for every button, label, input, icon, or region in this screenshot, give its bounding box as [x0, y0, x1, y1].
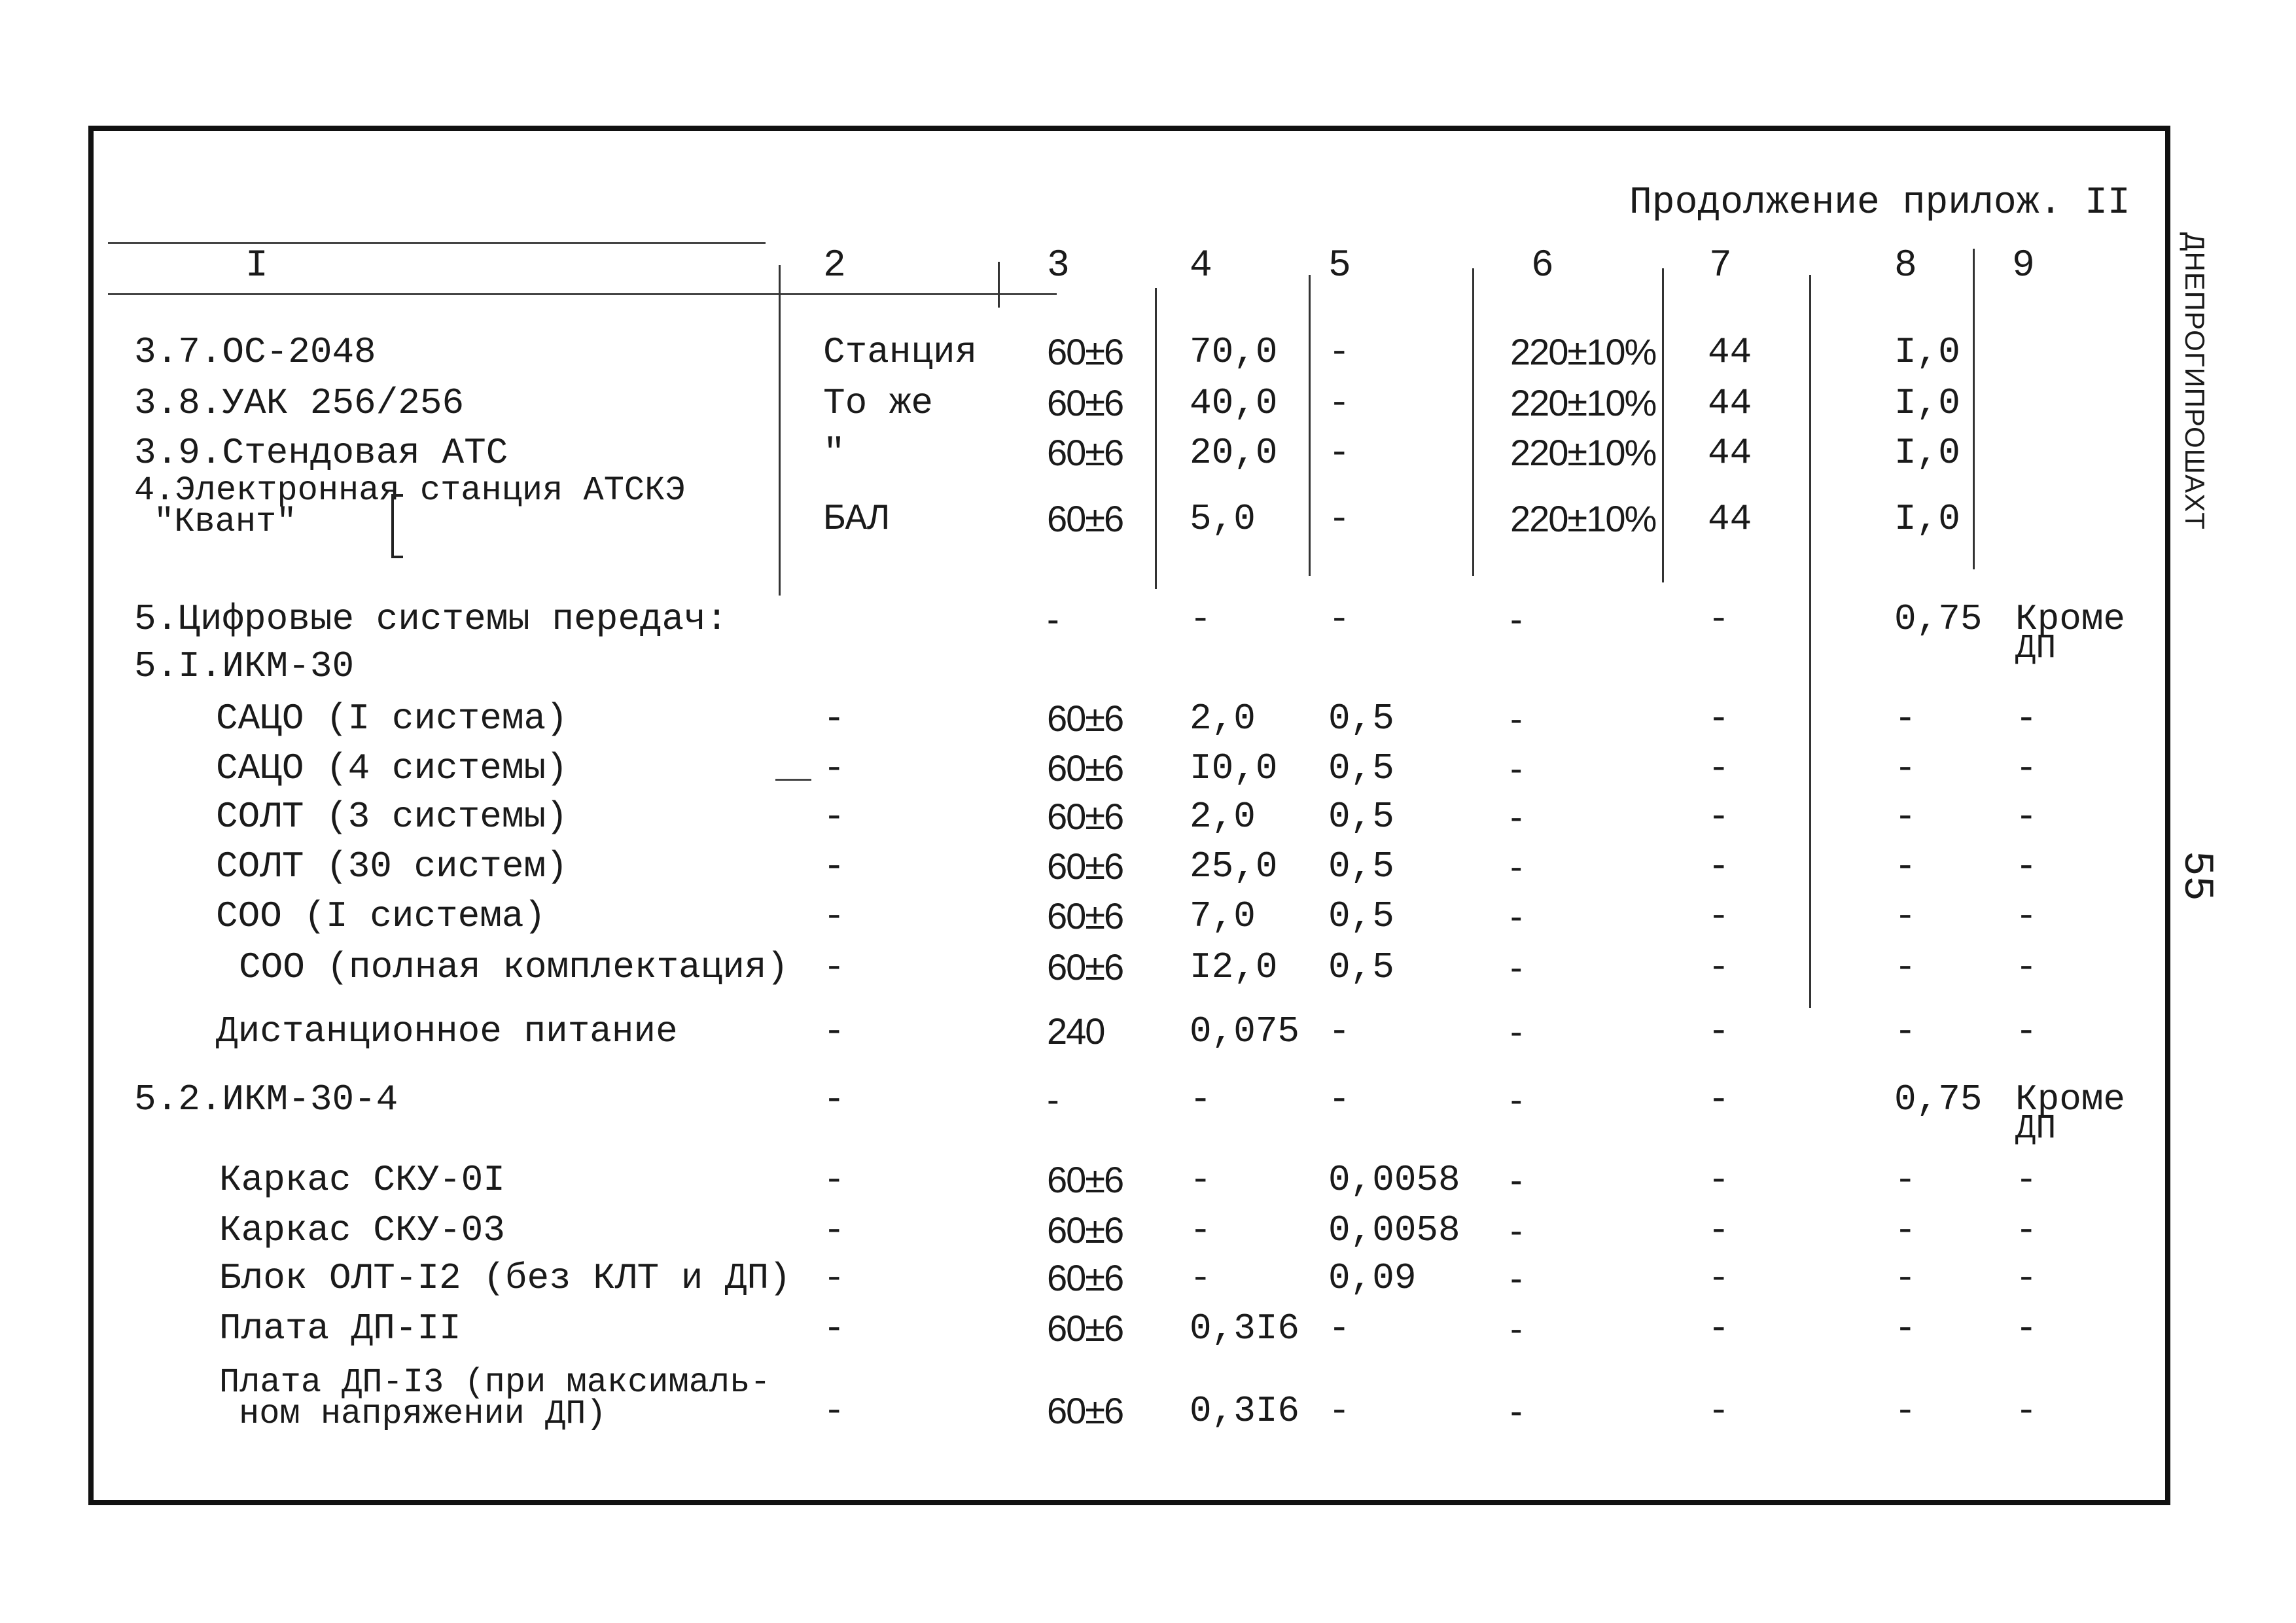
column-header-3: 3 — [1047, 245, 1070, 287]
cell-col4: 40,0 — [1190, 382, 1278, 424]
cell-col8: - — [1894, 1209, 1916, 1251]
row-name: Блок ОЛТ-I2 (без КЛТ и ДП) — [219, 1257, 791, 1299]
column-header-7: 7 — [1709, 245, 1732, 287]
cell-col7: - — [1708, 1390, 1730, 1432]
column-separator — [1662, 268, 1664, 582]
cell-col8: I,0 — [1894, 382, 1960, 424]
cell-col2: - — [823, 846, 845, 887]
cell-col9: - — [2015, 1390, 2038, 1432]
row-name: Каркас СКУ-0I — [219, 1159, 505, 1201]
column-separator — [1809, 275, 1811, 1008]
cell-col8: - — [1894, 1010, 1916, 1052]
cell-col2: " — [823, 432, 845, 474]
cell-col6: 220±10% — [1510, 498, 1656, 539]
cell-col7: - — [1708, 1209, 1730, 1251]
cell-col2: - — [823, 946, 845, 988]
cell-col2: - — [823, 1209, 845, 1251]
cell-col5: - — [1328, 598, 1351, 640]
cell-col3: - — [1047, 1079, 1058, 1120]
cell-col4: 20,0 — [1190, 432, 1278, 474]
cell-col7: - — [1708, 1257, 1730, 1299]
cell-col9-continued: ДП — [2015, 1109, 2057, 1148]
cell-col8: - — [1894, 846, 1916, 887]
cell-col6: - — [1510, 598, 1521, 639]
cell-col7: 44 — [1708, 382, 1752, 424]
column-header-6: 6 — [1531, 245, 1554, 287]
cell-col5: 0,5 — [1328, 846, 1394, 887]
cell-col3: - — [1047, 598, 1058, 639]
cell-col2: То же — [823, 382, 934, 424]
cell-col4: 25,0 — [1190, 846, 1278, 887]
column-separator — [1155, 288, 1157, 589]
row-name: Дистанционное питание — [216, 1010, 678, 1052]
row-name: 5.2.ИКМ-30-4 — [134, 1079, 398, 1120]
cell-col4: I2,0 — [1190, 946, 1278, 988]
continuation-label: Продолжение прилож. II — [1629, 182, 2130, 224]
cell-col7: - — [1708, 846, 1730, 887]
cell-col3: 60±6 — [1047, 796, 1123, 837]
cell-col2: БАЛ — [823, 498, 889, 540]
cell-col8: I,0 — [1894, 498, 1960, 540]
cell-col2: - — [823, 1159, 845, 1201]
cell-col9: - — [2015, 698, 2038, 740]
row-name: Каркас СКУ-03 — [219, 1209, 505, 1251]
cell-col2: - — [823, 1257, 845, 1299]
cell-col9-continued: ДП — [2015, 629, 2057, 668]
cell-col6: - — [1510, 1159, 1521, 1200]
cell-col2: - — [823, 747, 845, 789]
header-rule — [108, 293, 1057, 295]
cell-col7: - — [1708, 796, 1730, 838]
cell-col5: 0,5 — [1328, 698, 1394, 740]
cell-col5: 0,09 — [1328, 1257, 1417, 1299]
cell-col4: - — [1190, 1159, 1212, 1201]
row-name: 3.7.ОС-2048 — [134, 331, 376, 373]
cell-col2: - — [823, 1010, 845, 1052]
cell-col4: 2,0 — [1190, 796, 1256, 838]
column-separator — [1472, 268, 1474, 576]
cell-col5: 0,5 — [1328, 946, 1394, 988]
cell-col5: - — [1328, 1010, 1351, 1052]
column-header-8: 8 — [1894, 245, 1917, 287]
cell-col5: 0,5 — [1328, 747, 1394, 789]
cell-col9: - — [2015, 796, 2038, 838]
cell-col3: 60±6 — [1047, 1390, 1123, 1431]
header-rule — [775, 779, 811, 781]
row-name: 5.Цифровые системы передач: — [134, 598, 728, 640]
cell-col8: - — [1894, 946, 1916, 988]
column-header-1: I — [245, 245, 268, 287]
cell-col6: - — [1510, 1308, 1521, 1349]
cell-col8: - — [1894, 698, 1916, 740]
cell-col6: 220±10% — [1510, 331, 1656, 372]
cell-col2: - — [823, 895, 845, 937]
row-name-continued: "Квант" — [154, 503, 297, 541]
cell-col6: - — [1510, 747, 1521, 789]
cell-col9: - — [2015, 895, 2038, 937]
cell-col4: 0,3I6 — [1190, 1390, 1300, 1432]
cell-col2: - — [823, 1390, 845, 1432]
cell-col7: - — [1708, 1308, 1730, 1349]
cell-col3: 60±6 — [1047, 1257, 1123, 1298]
cell-col7: - — [1708, 1079, 1730, 1120]
cell-col8: - — [1894, 796, 1916, 838]
cell-col9: - — [2015, 946, 2038, 988]
cell-col8: - — [1894, 895, 1916, 937]
cell-col4: 7,0 — [1190, 895, 1256, 937]
cell-col7: - — [1708, 1159, 1730, 1201]
cell-col8: I,0 — [1894, 331, 1960, 373]
cell-col6: - — [1510, 895, 1521, 936]
cell-col4: I0,0 — [1190, 747, 1278, 789]
cell-col4: 70,0 — [1190, 331, 1278, 373]
cell-col9: - — [2015, 747, 2038, 789]
row-name: СОЛТ (3 системы) — [216, 796, 568, 838]
cell-col8: - — [1894, 1308, 1916, 1349]
cell-col7: - — [1708, 598, 1730, 640]
bracket-mark — [391, 494, 403, 558]
cell-col9: Кроме — [2015, 1079, 2126, 1120]
cell-col4: - — [1190, 598, 1212, 640]
cell-col5: - — [1328, 1308, 1351, 1349]
side-organization-label: ДНЕПРОГИПРОШАХТ — [2180, 232, 2210, 530]
cell-col7: 44 — [1708, 331, 1752, 373]
cell-col3: 60±6 — [1047, 846, 1123, 887]
cell-col3: 60±6 — [1047, 1308, 1123, 1349]
column-header-4: 4 — [1190, 245, 1212, 287]
cell-col5: 0,5 — [1328, 796, 1394, 838]
cell-col4: 2,0 — [1190, 698, 1256, 740]
cell-col2: - — [823, 1079, 845, 1120]
row-name: 5.I.ИКМ-30 — [134, 645, 355, 687]
cell-col3: 60±6 — [1047, 895, 1123, 936]
column-header-5: 5 — [1328, 245, 1351, 287]
cell-col4: - — [1190, 1257, 1212, 1299]
column-separator — [998, 262, 1000, 308]
cell-col3: 240 — [1047, 1010, 1104, 1052]
cell-col8: - — [1894, 747, 1916, 789]
cell-col8: - — [1894, 1390, 1916, 1432]
cell-col6: - — [1510, 946, 1521, 988]
cell-col6: 220±10% — [1510, 432, 1656, 473]
cell-col6: - — [1510, 846, 1521, 887]
cell-col2: - — [823, 796, 845, 838]
cell-col9: - — [2015, 1209, 2038, 1251]
cell-col7: - — [1708, 946, 1730, 988]
cell-col7: 44 — [1708, 498, 1752, 540]
cell-col3: 60±6 — [1047, 747, 1123, 789]
cell-col2: Станция — [823, 331, 978, 373]
column-separator — [1973, 249, 1975, 569]
cell-col4: - — [1190, 1209, 1212, 1251]
cell-col6: - — [1510, 796, 1521, 837]
cell-col5: 0,0058 — [1328, 1209, 1460, 1251]
row-name-continued: ном напряжении ДП) — [239, 1395, 607, 1433]
row-name: САЦО (I система) — [216, 698, 568, 740]
page-number: 55 — [2172, 851, 2219, 901]
cell-col6: - — [1510, 1257, 1521, 1298]
cell-col6: - — [1510, 1079, 1521, 1120]
cell-col5: - — [1328, 1079, 1351, 1120]
cell-col4: 5,0 — [1190, 498, 1256, 540]
row-name: СОО (I система) — [216, 895, 546, 937]
cell-col5: - — [1328, 498, 1351, 540]
column-separator — [1309, 275, 1311, 576]
cell-col4: 0,075 — [1190, 1010, 1300, 1052]
cell-col3: 60±6 — [1047, 498, 1123, 539]
cell-col2: - — [823, 698, 845, 740]
cell-col5: 0,5 — [1328, 895, 1394, 937]
cell-col6: - — [1510, 698, 1521, 739]
cell-col3: 60±6 — [1047, 1209, 1123, 1251]
cell-col6: 220±10% — [1510, 382, 1656, 423]
cell-col6: - — [1510, 1390, 1521, 1431]
cell-col5: - — [1328, 331, 1351, 373]
cell-col8: I,0 — [1894, 432, 1960, 474]
cell-col8: - — [1894, 1257, 1916, 1299]
cell-col6: - — [1510, 1209, 1521, 1251]
row-name: САЦО (4 системы) — [216, 747, 568, 789]
cell-col3: 60±6 — [1047, 698, 1123, 739]
cell-col9: - — [2015, 1159, 2038, 1201]
cell-col5: 0,0058 — [1328, 1159, 1460, 1201]
cell-col4: - — [1190, 1079, 1212, 1120]
cell-col5: - — [1328, 382, 1351, 424]
row-name: Плата ДП-I3 (при максималь- — [219, 1363, 771, 1402]
row-name: 4.Электронная станция АТСКЭ — [134, 471, 686, 510]
column-header-9: 9 — [2012, 245, 2035, 287]
cell-col5: - — [1328, 432, 1351, 474]
cell-col8: 0,75 — [1894, 1079, 1983, 1120]
row-name: Плата ДП-II — [219, 1308, 461, 1349]
cell-col3: 60±6 — [1047, 331, 1123, 372]
cell-col9: - — [2015, 1257, 2038, 1299]
cell-col3: 60±6 — [1047, 946, 1123, 988]
cell-col5: - — [1328, 1390, 1351, 1432]
cell-col7: - — [1708, 747, 1730, 789]
row-name: СОО (полная комплектация) — [239, 946, 789, 988]
cell-col3: 60±6 — [1047, 432, 1123, 473]
cell-col7: - — [1708, 698, 1730, 740]
row-name: СОЛТ (30 систем) — [216, 846, 568, 887]
cell-col7: - — [1708, 1010, 1730, 1052]
row-name: 3.9.Стендовая АТС — [134, 432, 508, 474]
cell-col8: - — [1894, 1159, 1916, 1201]
cell-col9: - — [2015, 1308, 2038, 1349]
cell-col7: - — [1708, 895, 1730, 937]
header-rule — [108, 242, 766, 244]
column-header-2: 2 — [823, 245, 846, 287]
cell-col2: - — [823, 1308, 845, 1349]
column-separator — [779, 265, 781, 596]
cell-col4: 0,3I6 — [1190, 1308, 1300, 1349]
cell-col9: Кроме — [2015, 598, 2126, 640]
cell-col8: 0,75 — [1894, 598, 1983, 640]
cell-col6: - — [1510, 1010, 1521, 1052]
cell-col9: - — [2015, 1010, 2038, 1052]
cell-col3: 60±6 — [1047, 1159, 1123, 1200]
cell-col7: 44 — [1708, 432, 1752, 474]
cell-col3: 60±6 — [1047, 382, 1123, 423]
row-name: 3.8.УАК 256/256 — [134, 382, 465, 424]
cell-col9: - — [2015, 846, 2038, 887]
